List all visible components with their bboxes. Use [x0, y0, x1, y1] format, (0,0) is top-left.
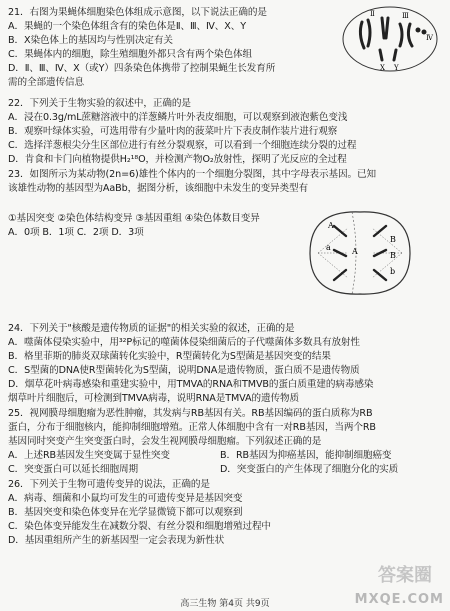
q25-option-b: B．RB基因为抑癌基因，能抑制细胞癌变	[220, 450, 392, 461]
q21-option-a: A．果蝇的一个染色体组含有的染色体是Ⅱ、Ⅲ、Ⅳ、X、Y	[8, 21, 246, 32]
q25-option-d: D．突变蛋白的产生体现了细胞分化的实质	[220, 464, 399, 475]
chromosome-label-iii: Ⅲ	[402, 12, 409, 20]
q26-stem: 26．下列关于生物可遗传变异的说法，正确的是	[8, 479, 210, 490]
q22-option-d: D．肯食和卡门向植物提供H₂¹⁸O，并检测产物O₂放射性，探明了光反应的全过程	[8, 154, 347, 165]
chromosome-label-ii: Ⅱ	[370, 10, 375, 18]
q24-option-d: D．烟草花叶病毒感染和重建实验中，用TMVA的RNA和TMVB的蛋白质重建的病毒感染	[8, 379, 374, 390]
q25-stem-1: 25．视网膜母细胞瘤为恶性肿瘤，其发病与RB基因有关。RB基因编码的蛋白质称为RB	[8, 408, 373, 419]
cell-division-figure	[290, 198, 430, 308]
q24-option-b: B．格里菲斯的肺炎双球菌转化实验中，R型菌转化为S型菌是基因突变的结果	[8, 351, 331, 362]
gene-label-a-lower: a	[326, 243, 331, 252]
gene-label-b-lower: b	[390, 267, 396, 276]
q26-option-b: B．基因突变和染色体变异在光学显微镜下都可以观察到	[8, 507, 243, 518]
q21-option-d: D．Ⅱ、Ⅲ、Ⅳ、X（或Y）四条染色体携带了控制果蝇生长发育所	[8, 63, 276, 74]
chromosome-label-y: Y	[394, 64, 399, 72]
q24-option-d-cont: 烟草叶片细胞后，可检测到TMVA病毒，说明RNA是TMVA的遗传物质	[8, 393, 299, 404]
q21-option-c: C．果蝇体内的细胞，除生殖细胞外都只含有两个染色体组	[8, 49, 252, 60]
q23-answers: A．0项 B．1项 C．2项 D．3项	[8, 227, 144, 238]
q24-option-a: A．噬菌体侵染实验中，用³²P标记的噬菌体侵染细菌后的子代噬菌体多数具有放射性	[8, 337, 360, 348]
gene-label-a-mid: A	[352, 247, 358, 256]
chromosome-label-x: X	[380, 64, 385, 72]
chromosome-figure	[340, 4, 440, 74]
q21-option-b: B．X染色体上的基因均与性别决定有关	[8, 35, 173, 46]
q21-option-d-cont: 需的全部遗传信息	[8, 77, 84, 88]
watermark-url: MXQE.COM	[354, 592, 444, 607]
q26-option-c: C．染色体变异能发生在减数分裂、有丝分裂和细胞增殖过程中	[8, 521, 271, 532]
q22-option-c: C．选择洋葱根尖分生区部位进行有丝分裂观察，可以看到一个细胞连续分裂的过程	[8, 140, 357, 151]
q22-option-a: A．浸在0.3g/mL蔗糖溶液中的洋葱鳞片叶外表皮细胞，可以观察到液泡紫色变浅	[8, 112, 348, 123]
q22-option-b: B．观察叶绿体实验，可选用带有少量叶肉的菠菜叶片下表皮制作装片进行观察	[8, 126, 338, 137]
watermark-logo: 答案圈	[378, 565, 432, 586]
gene-label-b-2: B	[390, 251, 396, 260]
gene-label-b-1: B	[390, 235, 396, 244]
q23-options: ①基因突变 ②染色体结构变异 ③基因重组 ④染色体数目变异	[8, 213, 260, 224]
q25-stem-2: 蛋白，分布于细胞核内，能抑制细胞增殖。正常人体细胞中含有一对RB基因，当两个RB	[8, 422, 376, 433]
chromosome-label-iv: Ⅳ	[426, 34, 433, 42]
q23-stem-cont: 该雄性动物的基因型为AaBb，据图分析，该细胞中未发生的变异类型有	[8, 183, 309, 194]
q25-option-c: C．突变蛋白可以延长细胞周期	[8, 464, 139, 475]
gene-label-a-upper: A	[328, 221, 334, 230]
q25-stem-3: 基因同时突变产生突变蛋白时，会发生视网膜母细胞瘤。下列叙述正确的是	[8, 436, 322, 447]
q24-stem: 24．下列关于"核酸是遗传物质的证据"的相关实验的叙述，正确的是	[8, 323, 295, 334]
q24-option-c: C．S型菌的DNA使R型菌转化为S型菌，说明DNA是遗传物质，蛋白质不是遗传物质	[8, 365, 360, 376]
page-footer: 高三生物 第4页 共9页	[180, 599, 270, 609]
q21-stem: 21．右图为果蝇体细胞染色体组成示意图，以下说法正确的是	[8, 7, 267, 18]
q25-option-a: A．上述RB基因发生突变属于显性突变	[8, 450, 170, 461]
q23-stem: 23．如图所示为某动物(2n=6)雄性个体内的一个细胞分裂图，其中字母表示基因。已知	[8, 169, 377, 180]
q26-option-d: D．基因重组所产生的新基因型一定会表现为新性状	[8, 535, 225, 546]
q22-stem: 22．下列关于生物实验的叙述中，正确的是	[8, 98, 191, 109]
q26-option-a: A．病毒、细菌和小鼠均可发生的可遗传变异是基因突变	[8, 493, 243, 504]
